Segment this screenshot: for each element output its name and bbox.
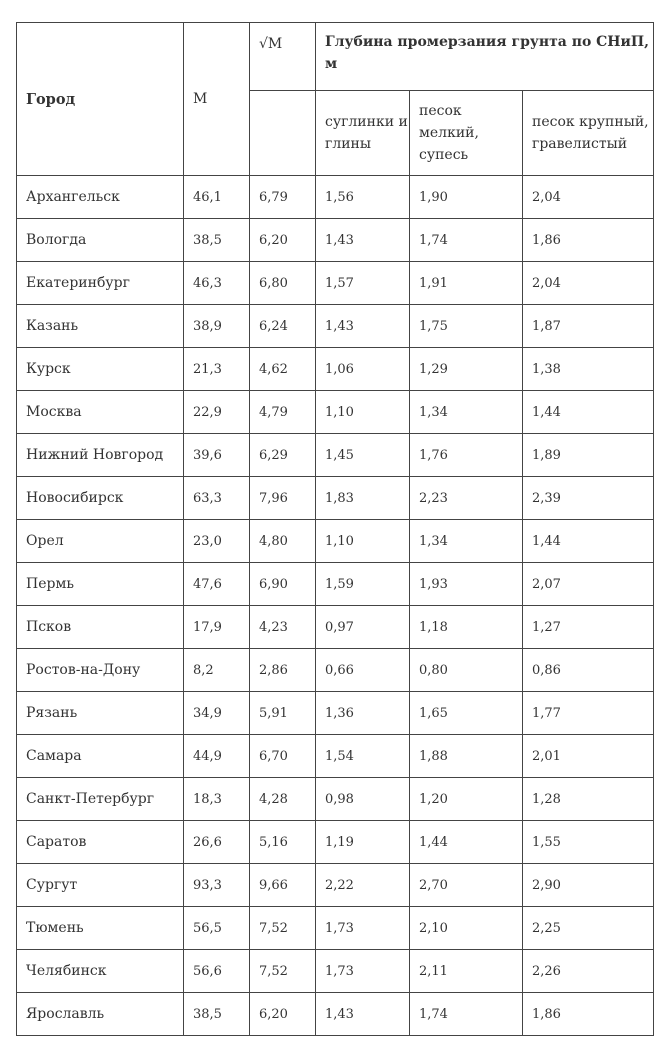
m-cell: 47,6 <box>184 563 250 606</box>
fine-sand-cell: 1,18 <box>410 606 523 649</box>
city-cell: Орел <box>17 520 184 563</box>
fine-sand-cell: 2,23 <box>410 477 523 520</box>
table-row <box>17 950 654 993</box>
sqrt-m-cell: 6,20 <box>250 219 316 262</box>
m-cell: 34,9 <box>184 692 250 735</box>
m-cell: 8,2 <box>184 649 250 692</box>
loam-cell: 1,56 <box>316 176 410 219</box>
fine-sand-cell: 1,76 <box>410 434 523 477</box>
loam-cell: 1,57 <box>316 262 410 305</box>
table-row <box>17 563 654 606</box>
sqrt-m-cell: 5,16 <box>250 821 316 864</box>
fine-sand-cell: 1,91 <box>410 262 523 305</box>
loam-cell: 1,83 <box>316 477 410 520</box>
table-body <box>17 176 654 1036</box>
m-cell: 46,1 <box>184 176 250 219</box>
table-row <box>17 649 654 692</box>
city-cell: Псков <box>17 606 184 649</box>
table-row <box>17 477 654 520</box>
table-row <box>17 907 654 950</box>
header-sqrt-m: √М <box>250 23 316 91</box>
m-cell: 38,5 <box>184 993 250 1036</box>
fine-sand-cell: 2,11 <box>410 950 523 993</box>
city-cell: Ростов-на-Дону <box>17 649 184 692</box>
fine-sand-cell: 1,34 <box>410 391 523 434</box>
table-row <box>17 735 654 778</box>
m-cell: 56,6 <box>184 950 250 993</box>
m-cell: 39,6 <box>184 434 250 477</box>
loam-cell: 1,59 <box>316 563 410 606</box>
coarse-sand-cell: 2,04 <box>523 262 654 305</box>
table-row <box>17 520 654 563</box>
m-cell: 21,3 <box>184 348 250 391</box>
coarse-sand-cell: 2,90 <box>523 864 654 907</box>
coarse-sand-cell: 1,86 <box>523 993 654 1036</box>
city-cell: Нижний Новгород <box>17 434 184 477</box>
city-cell: Казань <box>17 305 184 348</box>
fine-sand-cell: 1,34 <box>410 520 523 563</box>
loam-cell: 1,19 <box>316 821 410 864</box>
loam-cell: 1,43 <box>316 993 410 1036</box>
fine-sand-cell: 0,80 <box>410 649 523 692</box>
table-row <box>17 993 654 1036</box>
loam-cell: 1,43 <box>316 219 410 262</box>
sqrt-m-cell: 6,20 <box>250 993 316 1036</box>
sqrt-m-cell: 7,52 <box>250 950 316 993</box>
city-cell: Саратов <box>17 821 184 864</box>
coarse-sand-cell: 0,86 <box>523 649 654 692</box>
city-cell: Рязань <box>17 692 184 735</box>
header-m: М <box>184 23 250 176</box>
table-row <box>17 391 654 434</box>
city-cell: Екатеринбург <box>17 262 184 305</box>
coarse-sand-cell: 1,77 <box>523 692 654 735</box>
coarse-sand-cell: 1,55 <box>523 821 654 864</box>
sqrt-m-cell: 9,66 <box>250 864 316 907</box>
table-row <box>17 434 654 477</box>
header-loam: суглинки и глины <box>316 91 410 176</box>
sqrt-m-cell: 4,79 <box>250 391 316 434</box>
header-coarse-sand: песок крупный, гравелистый <box>523 91 654 176</box>
city-cell: Москва <box>17 391 184 434</box>
sqrt-m-cell: 7,52 <box>250 907 316 950</box>
sqrt-m-cell: 6,90 <box>250 563 316 606</box>
loam-cell: 1,10 <box>316 391 410 434</box>
sqrt-m-cell: 6,70 <box>250 735 316 778</box>
coarse-sand-cell: 2,39 <box>523 477 654 520</box>
coarse-sand-cell: 2,04 <box>523 176 654 219</box>
city-cell: Сургут <box>17 864 184 907</box>
loam-cell: 1,06 <box>316 348 410 391</box>
sqrt-m-cell: 6,29 <box>250 434 316 477</box>
m-cell: 63,3 <box>184 477 250 520</box>
header-sqrt-m-empty <box>250 91 316 176</box>
m-cell: 56,5 <box>184 907 250 950</box>
loam-cell: 0,66 <box>316 649 410 692</box>
city-cell: Вологда <box>17 219 184 262</box>
coarse-sand-cell: 1,44 <box>523 520 654 563</box>
loam-cell: 1,36 <box>316 692 410 735</box>
fine-sand-cell: 1,44 <box>410 821 523 864</box>
header-depth-group: Глубина промерзания грунта по СНиП, м <box>316 23 654 91</box>
m-cell: 44,9 <box>184 735 250 778</box>
table-row <box>17 348 654 391</box>
table-row <box>17 219 654 262</box>
table-row <box>17 305 654 348</box>
fine-sand-cell: 2,70 <box>410 864 523 907</box>
sqrt-m-cell: 4,23 <box>250 606 316 649</box>
m-cell: 17,9 <box>184 606 250 649</box>
table-row <box>17 821 654 864</box>
loam-cell: 0,97 <box>316 606 410 649</box>
sqrt-m-cell: 6,79 <box>250 176 316 219</box>
table-row <box>17 262 654 305</box>
fine-sand-cell: 1,90 <box>410 176 523 219</box>
coarse-sand-cell: 1,28 <box>523 778 654 821</box>
coarse-sand-cell: 1,38 <box>523 348 654 391</box>
city-cell: Новосибирск <box>17 477 184 520</box>
table-row <box>17 606 654 649</box>
fine-sand-cell: 1,20 <box>410 778 523 821</box>
coarse-sand-cell: 1,89 <box>523 434 654 477</box>
fine-sand-cell: 1,74 <box>410 219 523 262</box>
loam-cell: 1,73 <box>316 907 410 950</box>
city-cell: Архангельск <box>17 176 184 219</box>
sqrt-m-cell: 5,91 <box>250 692 316 735</box>
header-fine-sand: песок мелкий, супесь <box>410 91 523 176</box>
m-cell: 23,0 <box>184 520 250 563</box>
loam-cell: 1,45 <box>316 434 410 477</box>
fine-sand-cell: 1,29 <box>410 348 523 391</box>
m-cell: 38,5 <box>184 219 250 262</box>
city-cell: Курск <box>17 348 184 391</box>
fine-sand-cell: 1,74 <box>410 993 523 1036</box>
sqrt-m-cell: 2,86 <box>250 649 316 692</box>
loam-cell: 1,43 <box>316 305 410 348</box>
coarse-sand-cell: 1,87 <box>523 305 654 348</box>
sqrt-m-cell: 4,28 <box>250 778 316 821</box>
city-cell: Пермь <box>17 563 184 606</box>
coarse-sand-cell: 2,25 <box>523 907 654 950</box>
city-cell: Тюмень <box>17 907 184 950</box>
loam-cell: 1,73 <box>316 950 410 993</box>
city-cell: Ярославль <box>17 993 184 1036</box>
coarse-sand-cell: 2,07 <box>523 563 654 606</box>
table-row <box>17 176 654 219</box>
sqrt-m-cell: 7,96 <box>250 477 316 520</box>
fine-sand-cell: 1,93 <box>410 563 523 606</box>
coarse-sand-cell: 1,86 <box>523 219 654 262</box>
loam-cell: 0,98 <box>316 778 410 821</box>
coarse-sand-cell: 1,27 <box>523 606 654 649</box>
fine-sand-cell: 1,88 <box>410 735 523 778</box>
loam-cell: 1,54 <box>316 735 410 778</box>
loam-cell: 2,22 <box>316 864 410 907</box>
sqrt-m-cell: 6,24 <box>250 305 316 348</box>
loam-cell: 1,10 <box>316 520 410 563</box>
table-row <box>17 864 654 907</box>
table-row <box>17 778 654 821</box>
m-cell: 26,6 <box>184 821 250 864</box>
m-cell: 46,3 <box>184 262 250 305</box>
coarse-sand-cell: 1,44 <box>523 391 654 434</box>
m-cell: 93,3 <box>184 864 250 907</box>
freezing-depth-table <box>16 22 654 1036</box>
city-cell: Челябинск <box>17 950 184 993</box>
table-row <box>17 692 654 735</box>
sqrt-m-cell: 6,80 <box>250 262 316 305</box>
m-cell: 18,3 <box>184 778 250 821</box>
coarse-sand-cell: 2,01 <box>523 735 654 778</box>
m-cell: 38,9 <box>184 305 250 348</box>
sqrt-m-cell: 4,80 <box>250 520 316 563</box>
coarse-sand-cell: 2,26 <box>523 950 654 993</box>
m-cell: 22,9 <box>184 391 250 434</box>
sqrt-m-cell: 4,62 <box>250 348 316 391</box>
fine-sand-cell: 1,75 <box>410 305 523 348</box>
fine-sand-cell: 2,10 <box>410 907 523 950</box>
city-cell: Самара <box>17 735 184 778</box>
city-cell: Санкт-Петербург <box>17 778 184 821</box>
header-city: Город <box>17 23 184 176</box>
fine-sand-cell: 1,65 <box>410 692 523 735</box>
